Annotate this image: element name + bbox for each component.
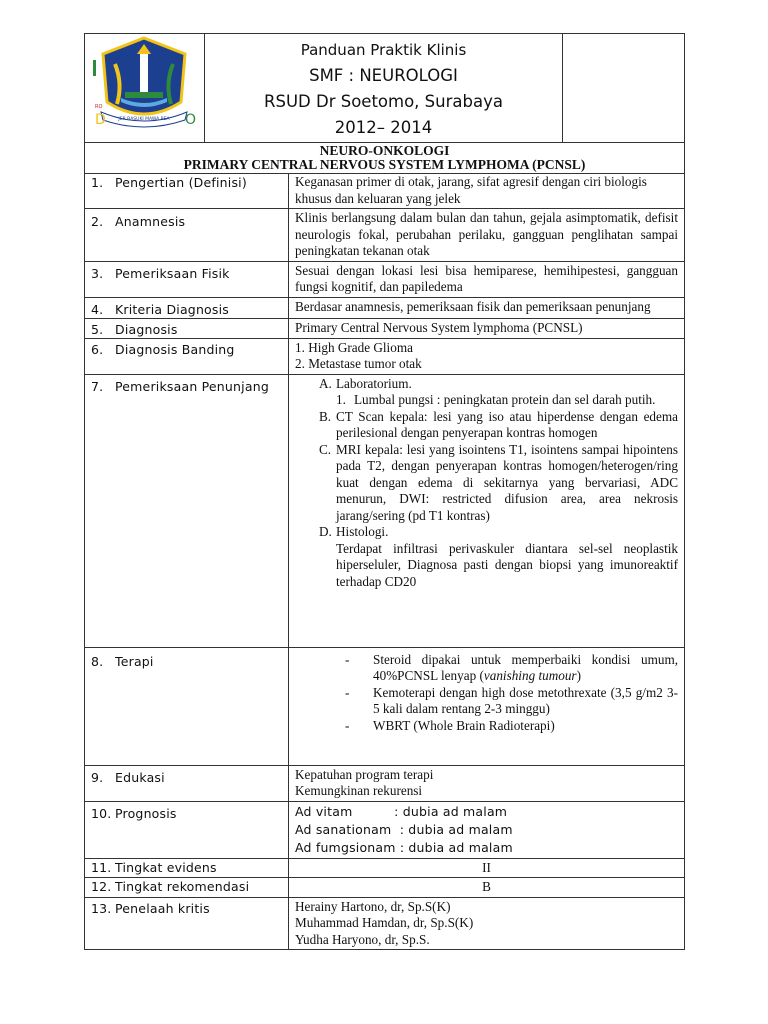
header-line4: 2012– 2014 <box>334 118 433 137</box>
histology-detail: Terdapat infiltrasi perivaskuler diantara sel-sel neoplastik hiperseluler, Diagnosa pasti dengan biopsi yang imunoreaktif terhadap CD20 <box>336 540 678 589</box>
list-item: - Steroid dipakai untuk memperbaiki kondisi umum, 40%PCNSL lenyap (vanishing tumour) <box>345 652 678 685</box>
row-content: Keganasan primer di otak, jarang, sifat agresif dengan ciri biologis khusus dan keluaran yang jelek <box>289 174 685 209</box>
row-label: Tingkat rekomendasi <box>115 879 250 894</box>
sub-list-item: 1. Lumbal pungsi : peningkatan protein dan sel darah putih. <box>336 392 656 407</box>
header-title-cell <box>205 34 563 143</box>
row-label: Tingkat evidens <box>115 859 217 875</box>
list-item: Muhammad Hamdan, dr, Sp.S(K) <box>295 915 474 930</box>
disease-title: PRIMARY CENTRAL NERVOUS SYSTEM LYMPHOMA (PCNSL) <box>183 157 586 172</box>
row-label: Pemeriksaan Fisik <box>115 265 230 281</box>
row-content <box>289 374 685 647</box>
guideline-table <box>84 33 685 950</box>
row-3 <box>85 261 685 297</box>
row-number: 1. <box>91 175 104 190</box>
row-content: B <box>289 878 685 898</box>
row-content <box>289 647 685 765</box>
row-6 <box>85 338 685 374</box>
investigation-list <box>295 376 678 591</box>
svg-text:O: O <box>185 112 197 128</box>
list-item: Kepatuhan program terapi <box>295 766 434 782</box>
section-title: NEURO-ONKOLOGI <box>319 143 450 158</box>
row-content: Klinis berlangsung dalam bulan dan tahun, gejala asimptomatik, defisit neurologis fokal, perubahan perilaku, gangguan penglihatan sampai peningkatan tekanan otak <box>289 209 685 262</box>
list-item: C. MRI kepala: lesi yang isointens T1, isointens sampai hipointens pada T2, dengan penyerapan kontras homogen/heterogen/ring kuat dengan edema di sekitarnya yang bervariasi, ADC menurun, DWI: restricted difusion area, area nekrosis jarang/sering (pd T1 kontras) <box>319 441 678 523</box>
row-5 <box>85 318 685 338</box>
logo-cell <box>85 34 205 143</box>
row-label: Pemeriksaan Penunjang <box>115 378 269 394</box>
list-item: Ad fumgsionam : dubia ad malam <box>295 839 513 855</box>
therapy-list <box>295 652 678 735</box>
row-number: 4. <box>91 301 104 317</box>
header-line2: SMF : NEUROLOGI <box>309 66 458 85</box>
row-content: Berdasar anamnesis, pemeriksaan fisik dan pemeriksaan penunjang <box>289 297 685 318</box>
row-number: 11. <box>91 859 112 875</box>
title-row <box>85 143 685 174</box>
row-number: 5. <box>91 321 104 337</box>
header-line1: Panduan Praktik Klinis <box>300 41 467 59</box>
row-content <box>289 897 685 950</box>
row-number: 6. <box>91 341 104 357</box>
row-label: Diagnosis Banding <box>115 341 235 357</box>
row-content: Sesuai dengan lokasi lesi bisa hemiparese, hemihipestesi, gangguan fungsi kognitif, dan papiledema <box>289 261 685 297</box>
section-title-cell <box>85 143 685 174</box>
svg-text:JER BASUKI MAWA BEA: JER BASUKI MAWA BEA <box>118 117 170 122</box>
row-7 <box>85 374 685 647</box>
row-number: 3. <box>91 265 104 281</box>
row-4 <box>85 297 685 318</box>
row-number: 12. <box>91 879 112 894</box>
list-item: Kemungkinan rekurensi <box>295 783 423 798</box>
row-10 <box>85 801 685 858</box>
row-label: Prognosis <box>115 805 177 821</box>
list-item: - Kemoterapi dengan high dose metothrexate (3,5 g/m2 3-5 kali dalam rentang 2-3 minggu) <box>345 685 678 718</box>
row-number: 2. <box>91 214 104 229</box>
svg-text:D: D <box>95 112 106 128</box>
row-2 <box>85 209 685 262</box>
row-number: 13. <box>91 900 112 916</box>
list-item: Herainy Hartono, dr, Sp.S(K) <box>295 898 451 914</box>
row-13 <box>85 897 685 950</box>
row-label: Edukasi <box>115 769 165 785</box>
list-item: D. Histologi. Terdapat infiltrasi perivaskuler diantara sel-sel neoplastik hiperseluler, Diagnosa pasti dengan biopsi yang imunoreaktif terhadap CD20 <box>319 524 678 589</box>
row-label: Penelaah kritis <box>115 900 210 916</box>
row-label: Pengertian (Definisi) <box>115 175 247 190</box>
header-row <box>85 34 685 143</box>
header-empty-cell <box>563 34 685 143</box>
list-item: - WBRT (Whole Brain Radioterapi) <box>345 718 678 735</box>
list-item: Ad vitam : dubia ad malam <box>295 803 508 819</box>
row-label: Terapi <box>115 653 154 669</box>
svg-text:RO: RO <box>95 104 103 110</box>
row-content <box>289 765 685 801</box>
list-item: B. CT Scan kepala: lesi yang iso atau hiperdense dengan edema perilesional dengan penyerapan kontras homogen <box>319 408 678 440</box>
row-label: Anamnesis <box>115 214 186 229</box>
row-number: 8. <box>91 653 104 669</box>
header-line3: RSUD Dr Soetomo, Surabaya <box>264 92 503 111</box>
row-content <box>289 338 685 374</box>
row-12 <box>85 878 685 898</box>
list-item: Yudha Haryono, dr, Sp.S. <box>295 931 430 947</box>
row-11 <box>85 858 685 878</box>
document-page <box>84 33 684 950</box>
row-label: Diagnosis <box>115 321 178 337</box>
row-content <box>289 801 685 858</box>
list-item: 1. High Grade Glioma <box>295 339 413 355</box>
east-java-emblem <box>85 34 203 129</box>
row-number: 9. <box>91 769 104 785</box>
row-number: 10. <box>91 805 112 821</box>
row-1 <box>85 174 685 209</box>
list-item: Ad sanationam : dubia ad malam <box>295 821 513 837</box>
row-label: Kriteria Diagnosis <box>115 301 230 317</box>
list-item: 2. Metastase tumor otak <box>295 356 422 371</box>
list-item: A. Laboratorium. 1. Lumbal pungsi : peningkatan protein dan sel darah putih. <box>295 376 678 409</box>
row-content: Primary Central Nervous System lymphoma (PCNSL) <box>289 318 685 338</box>
row-number: 7. <box>91 378 104 394</box>
row-8 <box>85 647 685 765</box>
row-content: II <box>289 858 685 878</box>
row-9 <box>85 765 685 801</box>
